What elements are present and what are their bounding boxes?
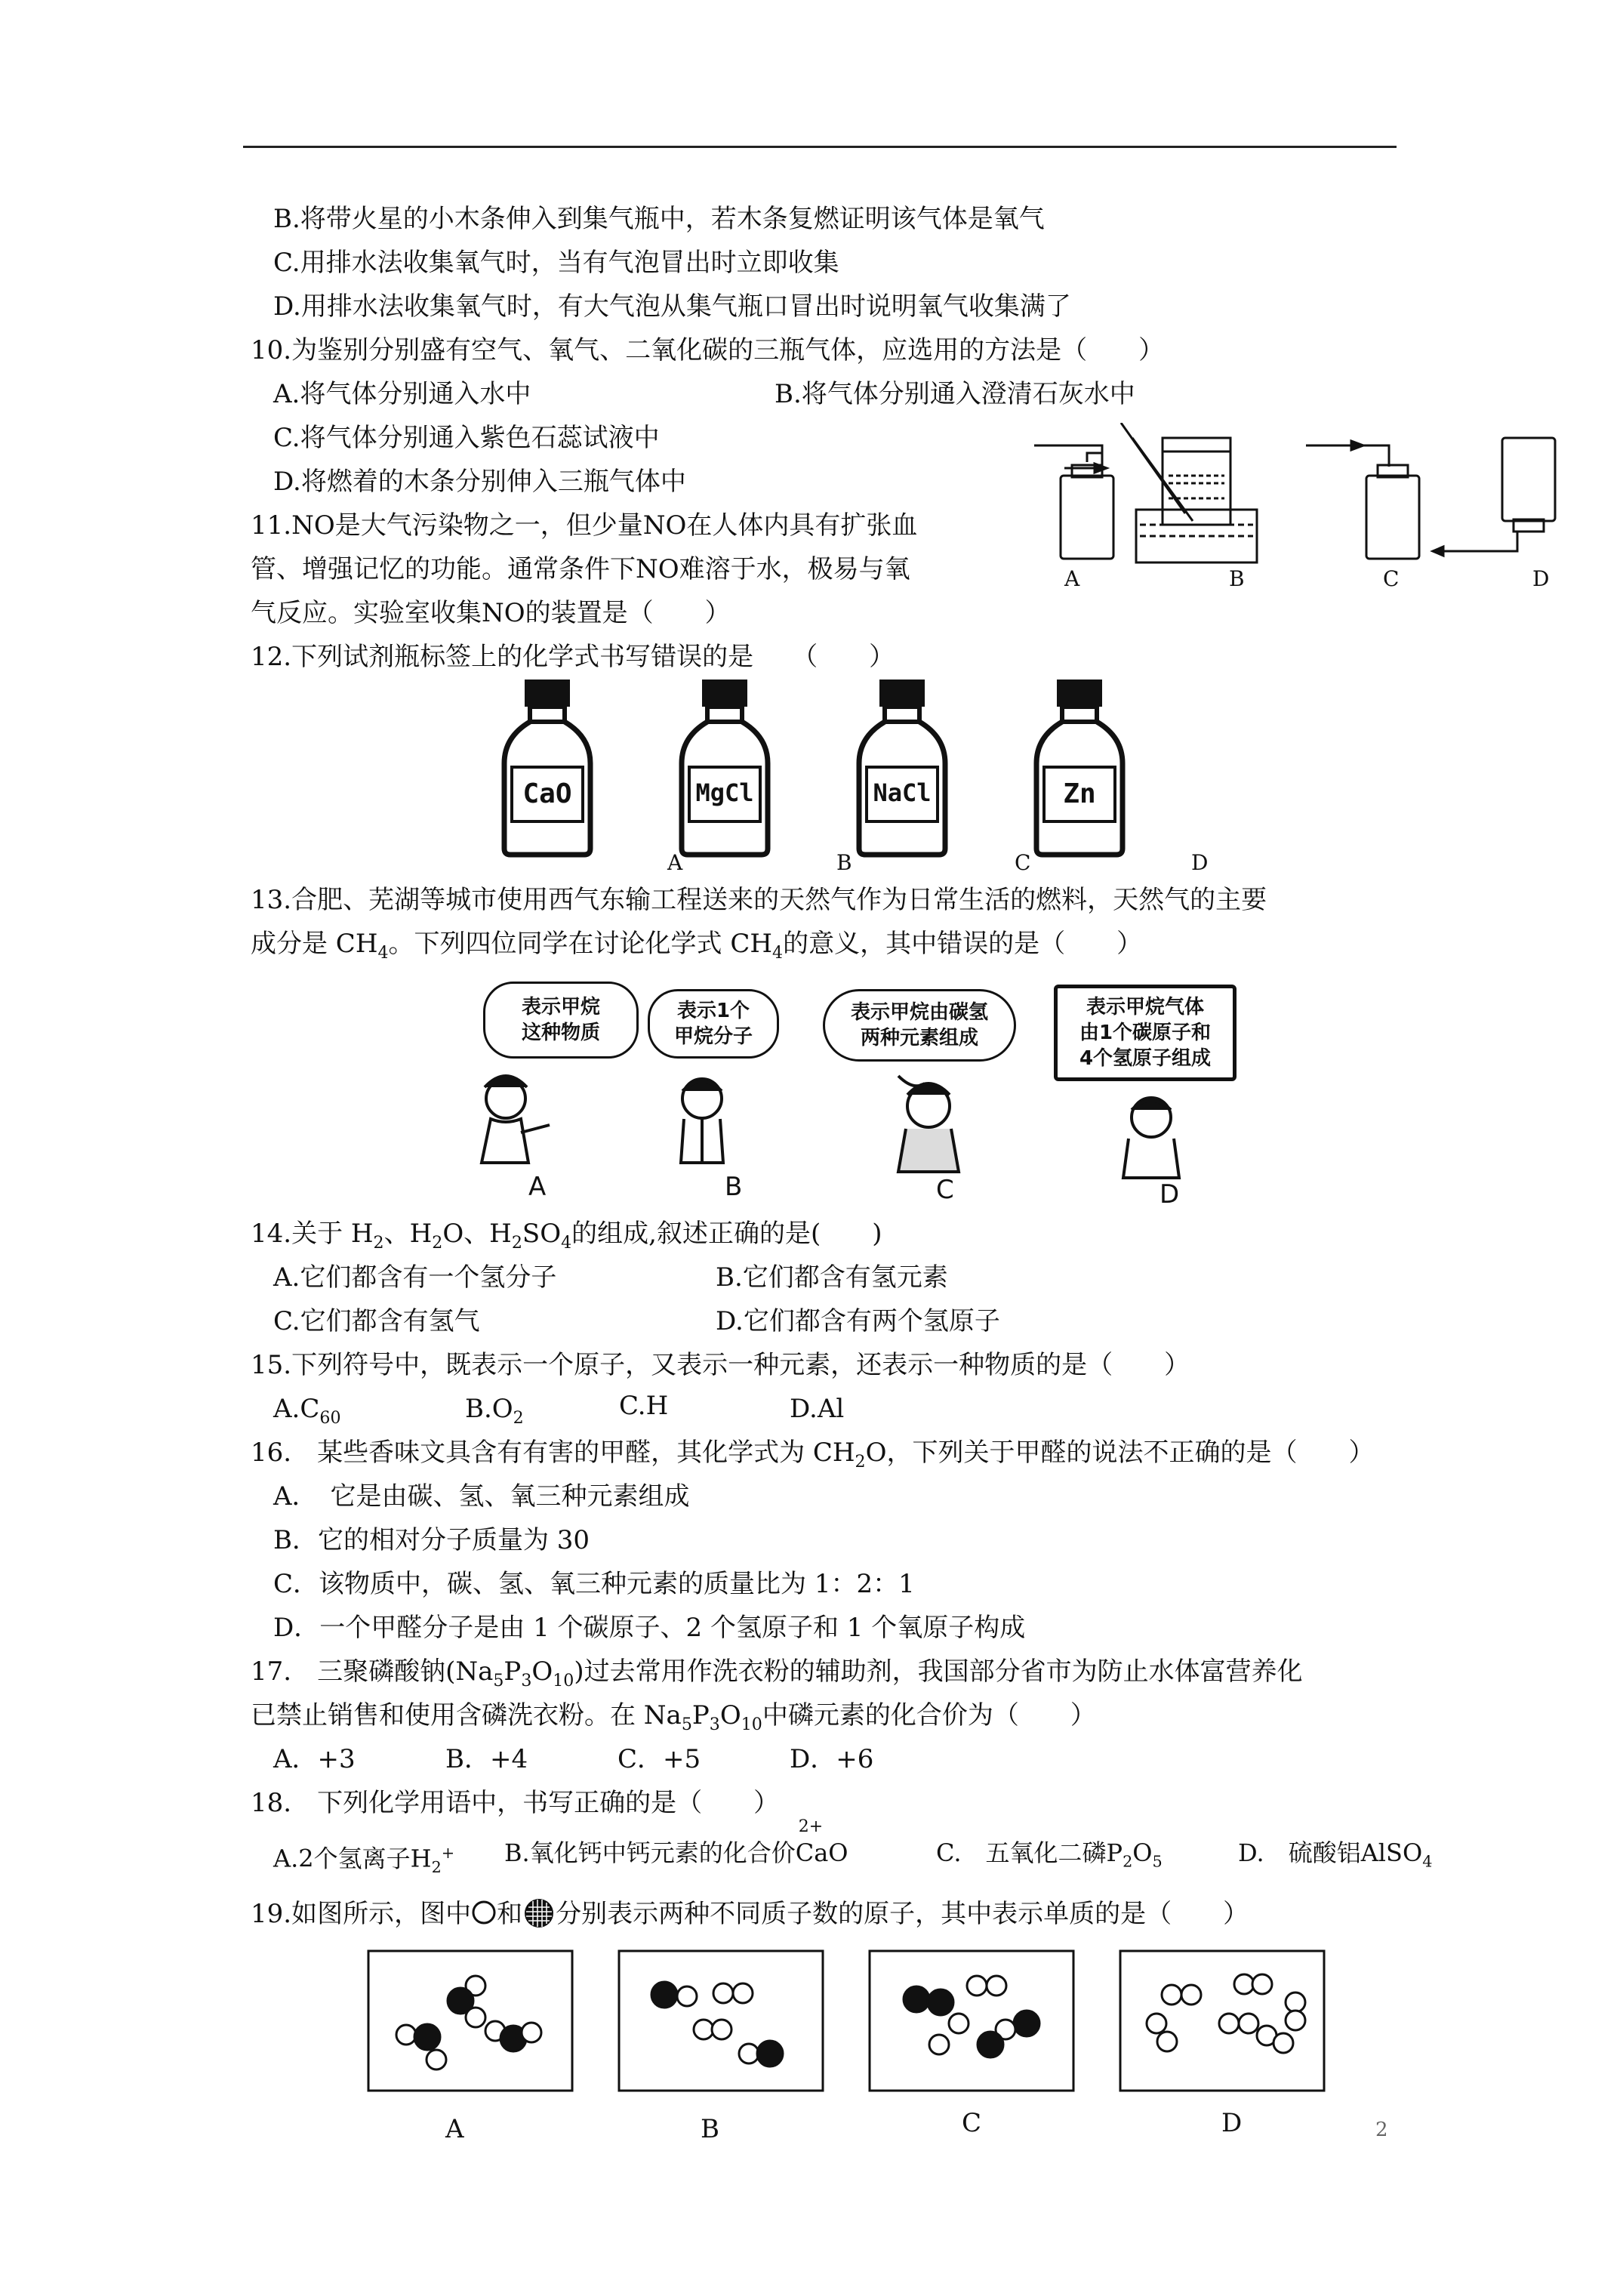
jar-label-a: CaO	[522, 778, 572, 809]
q13-label-d: D	[1160, 1179, 1180, 1210]
q12-label-b: B	[836, 850, 852, 875]
q16-option-c: C．该物质中，碳、氢、氧三种元素的质量比为 1：2：1	[273, 1569, 915, 1599]
reagent-bottles-figure	[498, 676, 1291, 865]
q18-option-b: B.氧化钙中钙元素的化合价 2+ CaO	[504, 1836, 848, 1869]
q10-option-d: D.将燃着的木条分别伸入三瓶气体中	[273, 467, 686, 497]
bubble-d: 表示甲烷气体 由1个碳原子和 4个氢原子组成	[1054, 985, 1236, 1081]
q11-line-1: 11.NO是大气污染物之一，但少量NO在人体内具有扩张血	[251, 510, 918, 541]
q18-option-d: D. 硫酸铝AlSO$_4$	[1238, 1838, 1433, 1871]
q16-stem: 16. 某些香味文具含有有害的甲醛，其化学式为 $CH_2O$，下列关于甲醛的说法不正确的是（ ）	[251, 1438, 1375, 1472]
q10-stem: 10.为鉴别分别盛有空气、氧气、二氧化碳的三瓶气体，应选用的方法是（ ）	[251, 335, 1165, 365]
q19-label-d: D	[1221, 2108, 1243, 2138]
page-number: 2	[1375, 2119, 1388, 2141]
q9-option-c: C.用排水法收集氧气时，当有气泡冒出时立即收集	[273, 248, 839, 278]
q18-stem: 18. 下列化学用语中，书写正确的是（ ）	[251, 1788, 780, 1818]
q16-option-a: A． 它是由碳、氢、氧三种元素组成	[273, 1481, 690, 1512]
q16-option-d: D．一个甲醛分子是由 1 个碳原子、2 个氢原子和 1 个氧原子构成	[273, 1613, 1026, 1643]
q19-label-b: B	[701, 2114, 719, 2144]
q11-fig-label-d: D	[1532, 566, 1550, 591]
q14-option-c: C.它们都含有氢气	[273, 1306, 480, 1336]
reagent-bottle-icon	[1030, 676, 1129, 858]
molecule-boxes-figure	[362, 1948, 1359, 2099]
jar-label-c: NaCl	[873, 778, 932, 807]
q13-line-1: 13.合肥、芜湖等城市使用西气东输工程送来的天然气作为日常生活的燃料，天然气的主要	[251, 885, 1267, 915]
q12-label-d: D	[1191, 850, 1209, 875]
q10-option-b: B.将气体分别通入澄清石灰水中	[775, 379, 1135, 409]
q17-option-d: D．+6	[790, 1744, 874, 1774]
bubble-a: 表示甲烷 这种物质	[483, 982, 639, 1059]
q11-line-3: 气反应。实验室收集NO的装置是（ ）	[251, 598, 731, 628]
q9-option-b: B.将带火星的小木条伸入到集气瓶中，若木条复燃证明该气体是氧气	[273, 204, 1045, 234]
q17-option-c: C．+5	[617, 1744, 701, 1774]
q15-option-c: C.H	[619, 1391, 669, 1421]
q15-stem: 15.下列符号中，既表示一个原子，又表示一种元素，还表示一种物质的是（ ）	[251, 1350, 1190, 1380]
q9-option-d: D.用排水法收集氧气时，有大气泡从集气瓶口冒出时说明氧气收集满了	[273, 291, 1071, 322]
reagent-bottle-icon	[853, 676, 951, 858]
reagent-bottle-icon	[498, 676, 596, 858]
q18-option-a: A.2个氢离子$H_2^+$	[273, 1844, 455, 1877]
q19-label-c: C	[962, 2108, 982, 2138]
bubble-b: 表示1个 甲烷分子	[648, 989, 779, 1059]
q10-option-a: A.将气体分别通入水中	[273, 379, 531, 409]
q12-stem: 12.下列试剂瓶标签上的化学式书写错误的是 （ ）	[251, 642, 895, 672]
q11-line-2: 管、增强记忆的功能。通常条件下NO难溶于水，极易与氧	[251, 554, 910, 584]
header-rule	[243, 146, 1397, 148]
bubble-c: 表示甲烷由碳氢 两种元素组成	[823, 989, 1016, 1062]
q13-line-2: 成分是 $CH_4$。下列四位同学在讨论化学式 $CH_4$的意义，其中错误的是（ ）	[251, 929, 1143, 963]
black-atom-icon	[522, 1897, 556, 1930]
gas-collection-apparatus-figure	[989, 423, 1563, 574]
white-atom-icon	[471, 1900, 497, 1925]
q16-option-b: B．它的相对分子质量为 30	[273, 1525, 590, 1555]
q12-label-c: C	[1015, 850, 1031, 875]
students-discussion-figure	[445, 974, 1246, 1223]
q14-option-b: B.它们都含有氢元素	[716, 1262, 948, 1293]
reagent-bottle-icon	[676, 676, 774, 858]
q11-fig-label-a: A	[1064, 566, 1080, 591]
q11-fig-label-c: C	[1383, 566, 1400, 591]
q17-option-a: A．+3	[273, 1744, 356, 1774]
q15-option-d: D.Al	[790, 1394, 845, 1424]
q13-label-a: A	[528, 1172, 547, 1202]
q18-b-valence: 2+	[798, 1817, 824, 1836]
q15-option-a: $A.C_{60}$	[273, 1394, 341, 1428]
q19-stem: 19.如图所示，图中 和 分别表示两种不同质子数的原子，其中表示单质的是（ ）	[251, 1897, 1249, 1931]
q13-label-b: B	[725, 1172, 743, 1202]
q19-label-a: A	[445, 2114, 464, 2144]
q14-option-a: A.它们都含有一个氢分子	[273, 1262, 557, 1293]
jar-label-b: MgCl	[695, 778, 754, 807]
q14-option-d: D.它们都含有两个氢原子	[716, 1306, 1000, 1336]
q18-option-c: C. 五氧化二磷$P_2O_5$	[936, 1838, 1163, 1871]
q17-option-b: B．+4	[445, 1744, 528, 1774]
q14-stem: 14.关于 $H_2$、$H_2O$、$H_2SO_4$的组成,叙述正确的是( )	[251, 1219, 882, 1253]
q10-option-c: C.将气体分别通入紫色石蕊试液中	[273, 423, 660, 453]
q12-label-a: A	[667, 850, 683, 875]
student-figures-icon	[445, 974, 1246, 1223]
q11-fig-label-b: B	[1229, 566, 1245, 591]
q17-line-1: 17. 三聚磷酸钠$(Na_5P_3O_{10})$过去常用作洗衣粉的辅助剂，我国部分省市为防止水体富营养化	[251, 1657, 1303, 1690]
q15-option-b: $B.O_2$	[465, 1394, 524, 1428]
q17-line-2: 已禁止销售和使用含磷洗衣粉。在 $Na_5P_3O_{10}$中磷元素的化合价为（ ）	[251, 1700, 1096, 1734]
q13-label-c: C	[936, 1175, 954, 1205]
jar-label-d: Zn	[1063, 778, 1096, 809]
